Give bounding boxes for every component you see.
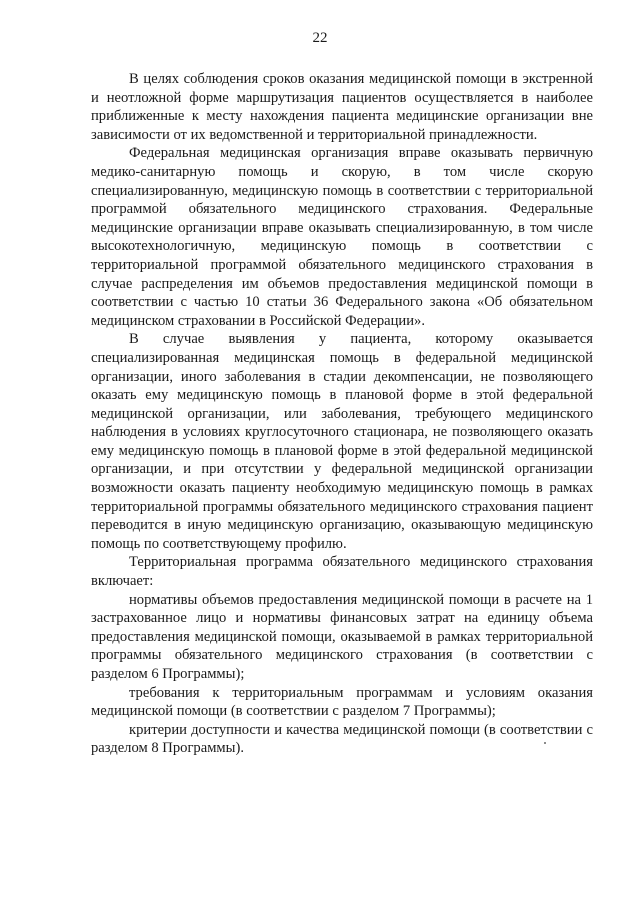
list-item-criteria: критерии доступности и качества медицинской помощи (в соответствии с разделом 8 Программы). [91, 721, 593, 757]
list-item-volume-norms: нормативы объемов предоставления медицинской помощи в расчете на 1 застрахованное лицо и нормативы финансовых затрат на единицу объема предоставления медицинской помощи, оказываемой в рамках территориальной программы обязательного медицинского страхования (в соответствии с разделом 6 Программы); [91, 591, 593, 682]
page-number: 22 [312, 30, 328, 46]
paragraph-program-includes: Территориальная программа обязательного медицинского страхования включает: [91, 554, 593, 590]
paragraph-federal-organization: Федеральная медицинская организация вправе оказывать первичную медико-санитарную помощь и скорую, в том числе скорую специализированную, медицинскую помощь в соответствии с территориальной программой обязательного медицинского страхования. Федеральные медицинские организации вправе оказывать специализированную, в том числе высокотехнологичную, медицинскую помощь в соответствии с территориальной программой обязательного медицинского страхования в случае распределения им объемов предоставления медицинской помощи в соответствии с частью 10 статьи 36 Федерального закона «Об обязательном медицинском страховании в Российской Федерации». [91, 145, 593, 329]
document-body [91, 70, 593, 758]
paragraph-patient-transfer: В случае выявления у пациента, которому оказывается специализированная медицинская помощь в федеральной медицинской организации, иного заболевания в стадии декомпенсации, не позволяющего оказать ему медицинскую помощь в плановой форме в этой федеральной медицинской организации, или заболевания, требующего медицинского наблюдения в условиях круглосуточного стационара, не позволяющего оказать ему медицинскую помощь в плановой форме в этой федеральной медицинской организации, и при отсутствии у федеральной медицинской организации возможности оказать пациенту необходимую медицинскую помощь в рамках территориальной программы обязательного медицинского страхования пациент переводится в иную медицинскую организацию, оказывающую медицинскую помощь по соответствующему профилю. [91, 331, 593, 552]
list-item-requirements: требования к территориальным программам и условиям оказания медицинской помощи (в соответствии с разделом 7 Программы); [91, 684, 593, 720]
paragraph-routing: В целях соблюдения сроков оказания медицинской помощи в экстренной и неотложной форме маршрутизация пациентов осуществляется в наиболее приближенные к месту нахождения пациента медицинские организации вне зависимости от их ведомственной и территориальной принадлежности. [91, 71, 593, 143]
scan-speck [544, 742, 546, 744]
